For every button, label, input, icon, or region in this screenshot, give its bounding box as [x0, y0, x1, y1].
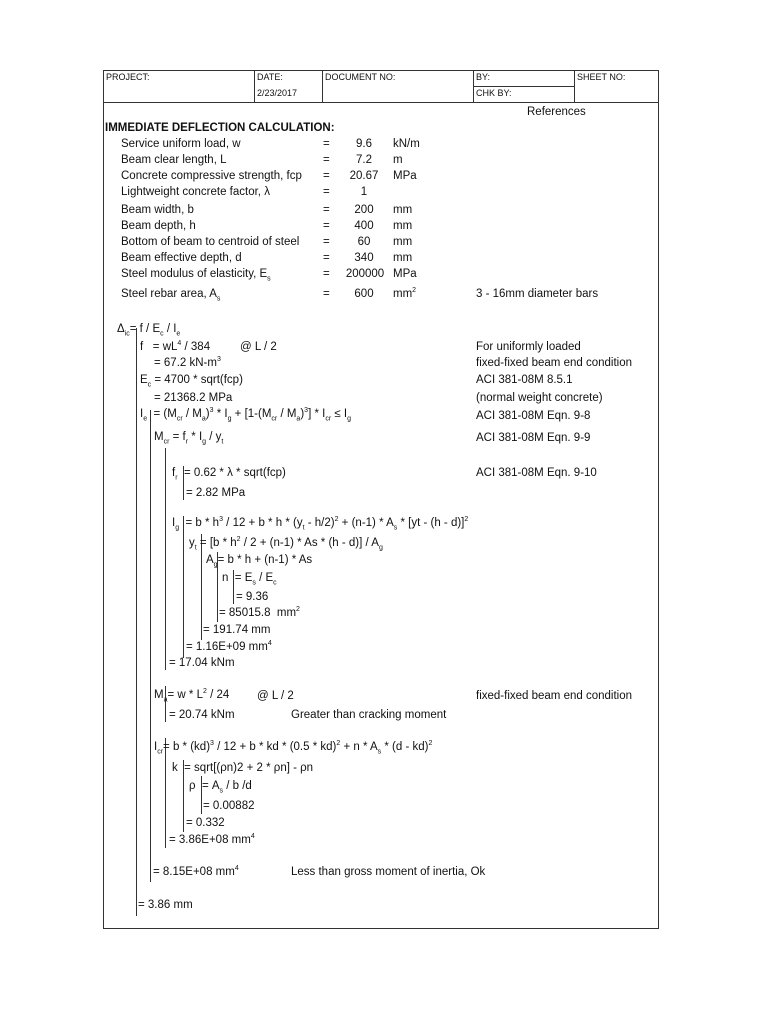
input-label: Beam depth, h	[121, 220, 196, 232]
input-value: 600	[354, 288, 374, 300]
icr-formula: $I_{cr}= b * (kd)^3 / 12 + b$ * kd * $(0.5 * kd)^2 + n * A_s * (d - kd)^2$	[154, 740, 433, 756]
input-value: 400	[354, 220, 374, 232]
calc-title: IMMEDIATE DEFLECTION CALCULATION:	[105, 122, 335, 134]
ig-formula: $I_g = b * h^3 / 12 + b * h * (y_t - h/2)^2 + (n-1) * A_s * [yt - (h - d)]^2$	[172, 516, 469, 532]
input-label: Beam width, b	[121, 204, 194, 216]
ie-note: Less than gross moment of inertia, Ok	[291, 866, 486, 878]
ie-formula: $I_e = (M_{cr} / M_a)^3 * I_g + [1-(M_{cr} / M_a)^3] * I_{cr} \le I_g$	[140, 407, 351, 423]
k-formula: k = sqrt[(ρn)2 + 2 * ρn] - ρn	[172, 762, 314, 774]
project-cell: PROJECT:	[104, 71, 255, 103]
input-value: 7.2	[356, 154, 372, 166]
f-value: = 67.2 $kN-m^3$	[154, 356, 221, 369]
input-label: Beam clear length, L	[121, 154, 227, 166]
input-label: Lightweight concrete factor, λ	[121, 186, 270, 198]
bracket-ig	[183, 516, 184, 658]
reference-6: ACI 381-08M Eqn. 9-9	[476, 432, 591, 444]
input-label: Steel rebar area, $A_s$	[121, 288, 221, 303]
ma-note: Greater than cracking moment	[291, 709, 447, 721]
input-label: Beam effective depth, d	[121, 252, 242, 264]
input-value: 200	[354, 204, 374, 216]
ig-value: = 1.16E+09 $mm^4$	[186, 640, 272, 653]
document-cell: DOCUMENT NO:	[323, 71, 474, 103]
ec-formula: $E_c = 4700$ * sqrt(fcp)	[140, 374, 243, 389]
date-cell: DATE: 2/23/2017	[255, 71, 323, 103]
fr-formula: $f_r = 0.62 * \lambda$ * sqrt(fcp)	[172, 467, 286, 482]
input-value: 340	[354, 252, 374, 264]
bracket-ie	[150, 410, 151, 882]
input-value: 20.67	[349, 170, 379, 182]
delta-formula: $\Delta_{ic}= f / E_c / I_e$	[117, 323, 181, 338]
reference-2: fixed-fixed beam end condition	[476, 357, 632, 369]
fr-value: = 2.82 MPa	[186, 487, 246, 499]
f-formula: f = $wL^4 / 384$	[140, 340, 211, 353]
mcr-value: = 17.04 kNm	[169, 657, 235, 669]
bracket-icr	[165, 738, 166, 848]
ma-value: = 20.74 kNm	[169, 709, 235, 721]
input-label: Concrete compressive strength, fcp	[121, 170, 302, 182]
references-heading: References	[527, 106, 586, 118]
n-formula: $n = E_s / E_c$	[222, 572, 277, 587]
mcr-formula: $M_{cr} = f_r * I_g / y_t$	[154, 431, 224, 446]
ag-formula: $A_g= b * h + (n-1) * As$	[206, 554, 313, 569]
yt-value: = 191.74 mm	[203, 624, 271, 636]
input-value: 200000	[345, 268, 385, 280]
ag-value: = 85015.8 $mm^2$	[219, 606, 300, 619]
reference-8: fixed-fixed beam end condition	[476, 690, 632, 702]
bracket-mcr	[165, 448, 166, 670]
rho-formula: $\rho = A_s / b$ /d	[189, 780, 252, 795]
input-value: 9.6	[356, 138, 372, 150]
rho-value: = 0.00882	[203, 800, 255, 812]
by-cell: BY:	[474, 71, 575, 87]
icr-value: = 3.86E+08 $mm^4$	[169, 833, 255, 846]
reference-4: (normal weight concrete)	[476, 392, 603, 404]
delta-value: = 3.86 mm	[138, 899, 193, 911]
input-label: Steel modulus of elasticity, $E_s$	[121, 268, 271, 283]
sheet-cell: SHEET NO:	[575, 71, 658, 103]
rebar-note: 3 - 16mm diameter bars	[476, 288, 599, 300]
n-value: = 9.36	[236, 591, 269, 603]
chk-cell: CHK BY:	[474, 87, 575, 103]
reference-7: ACI 381-08M Eqn. 9-10	[476, 467, 597, 479]
ec-value: = 21368.2 MPa	[154, 392, 233, 404]
bracket-delta	[136, 328, 137, 916]
input-value: 1	[360, 186, 368, 198]
ie-value: = 8.15E+08 $mm^4$	[153, 865, 239, 878]
input-value: 60	[357, 236, 371, 248]
reference-5: ACI 381-08M Eqn. 9-8	[476, 410, 591, 422]
input-label: Bottom of beam to centroid of steel	[121, 236, 300, 248]
date-value: 2/23/2017	[257, 88, 298, 98]
reference-3: ACI 381-08M 8.5.1	[476, 374, 573, 386]
reference-1: For uniformly loaded	[476, 341, 581, 353]
yt-formula: $y_t = [b * h^2 / 2 + (n-1) * As * (h - d)] / A_g$	[189, 536, 383, 552]
k-value: = 0.332	[186, 817, 225, 829]
input-label: Service uniform load, w	[121, 138, 241, 150]
ma-formula: $M_a= w * L^2 / 24$	[154, 688, 230, 704]
